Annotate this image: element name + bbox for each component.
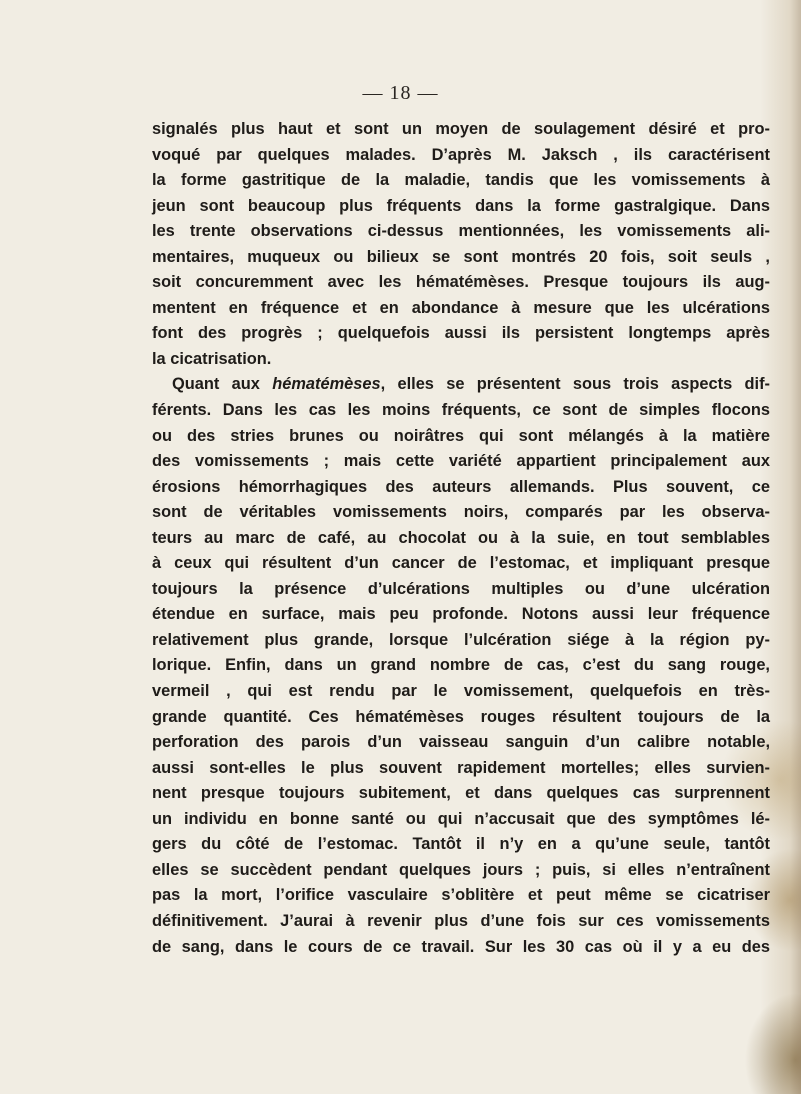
text-line: ou des stries brunes ou noirâtres qui sont mélangés à la matière: [152, 426, 770, 445]
text-line: érosions hémorrhagiques des auteurs allemands. Plus souvent, ce: [152, 477, 770, 496]
text-line: la forme gastritique de la maladie, tandis que les vomissements à: [152, 171, 770, 190]
page-number: — 18 —: [362, 82, 439, 104]
text-line: elles se succèdent pendant quelques jours ; puis, si elles n’entraînent: [152, 860, 770, 879]
text-run: Quant aux: [172, 375, 273, 394]
text-line: jeun sont beaucoup plus fréquents dans la forme gastralgique. Dans: [152, 196, 770, 215]
text-line: lorique. Enfin, dans un grand nombre de cas, c’est du sang rouge,: [152, 656, 770, 675]
text-line: font des progrès ; quelquefois aussi ils persistent longtemps après: [152, 324, 770, 343]
text-line: pas la mort, l’orifice vasculaire s’oblitère et peut même se cicatriser: [152, 886, 770, 905]
paragraph-start-line: [152, 372, 770, 398]
text-line: teurs au marc de café, au chocolat ou à la suie, en tout semblables: [152, 528, 770, 547]
emphasized-term: hématémèses: [272, 375, 381, 394]
text-line: sont de véritables vomissements noirs, comparés par les observa-: [152, 503, 770, 522]
text-line: un individu en bonne santé ou qui n’accusait que des symptômes lé-: [152, 809, 770, 828]
text-line: grande quantité. Ces hématémèses rouges résultent toujours de la: [152, 707, 770, 726]
text-line: définitivement. J’aurai à revenir plus d’une fois sur ces vomissements: [152, 911, 770, 930]
text-line: soit concuremment avec les hématémèses. Presque toujours ils aug-: [152, 273, 770, 292]
text-line: vermeil , qui est rendu par le vomissement, quelquefois en très-: [152, 682, 770, 701]
body-text: [152, 117, 770, 960]
text-line: de sang, dans le cours de ce travail. Sur les 30 cas où il y a eu des: [152, 937, 770, 956]
text-line: gers du côté de l’estomac. Tantôt il n’y en a qu’une seule, tantôt: [152, 835, 770, 854]
text-line: relativement plus grande, lorsque l’ulcération siége à la région py-: [152, 630, 770, 649]
text-line: les trente observations ci-dessus mentionnées, les vomissements ali-: [152, 222, 770, 241]
text-line: aussi sont-elles le plus souvent rapidement mortelles; elles survien-: [152, 758, 770, 777]
text-line: perforation des parois d’un vaisseau sanguin d’un calibre notable,: [152, 733, 770, 752]
text-line: mentaires, muqueux ou bilieux se sont montrés 20 fois, soit seuls ,: [152, 247, 770, 266]
text-line: étendue en surface, mais peu profonde. Notons aussi leur fréquence: [152, 605, 770, 624]
text-line: férents. Dans les cas les moins fréquents, ce sont de simples flocons: [152, 401, 770, 420]
text-line: à ceux qui résultent d’un cancer de l’estomac, et impliquant presque: [152, 554, 770, 573]
text-line: toujours la présence d’ulcérations multiples ou d’une ulcération: [152, 579, 770, 598]
text-line: voqué par quelques malades. D’après M. Jaksch , ils caractérisent: [152, 145, 770, 164]
text-line: des vomissements ; mais cette variété appartient principalement aux: [152, 452, 770, 471]
text-line: signalés plus haut et sont un moyen de soulagement désiré et pro-: [152, 120, 770, 138]
paragraph-end-line: la cicatrisation.: [152, 349, 272, 368]
text-run: , elles se présentent sous trois aspects dif-: [380, 375, 771, 394]
text-line: nent presque toujours subitement, et dans quelques cas surprennent: [152, 784, 770, 803]
text-line: mentent en fréquence et en abondance à mesure que les ulcérations: [152, 298, 770, 317]
